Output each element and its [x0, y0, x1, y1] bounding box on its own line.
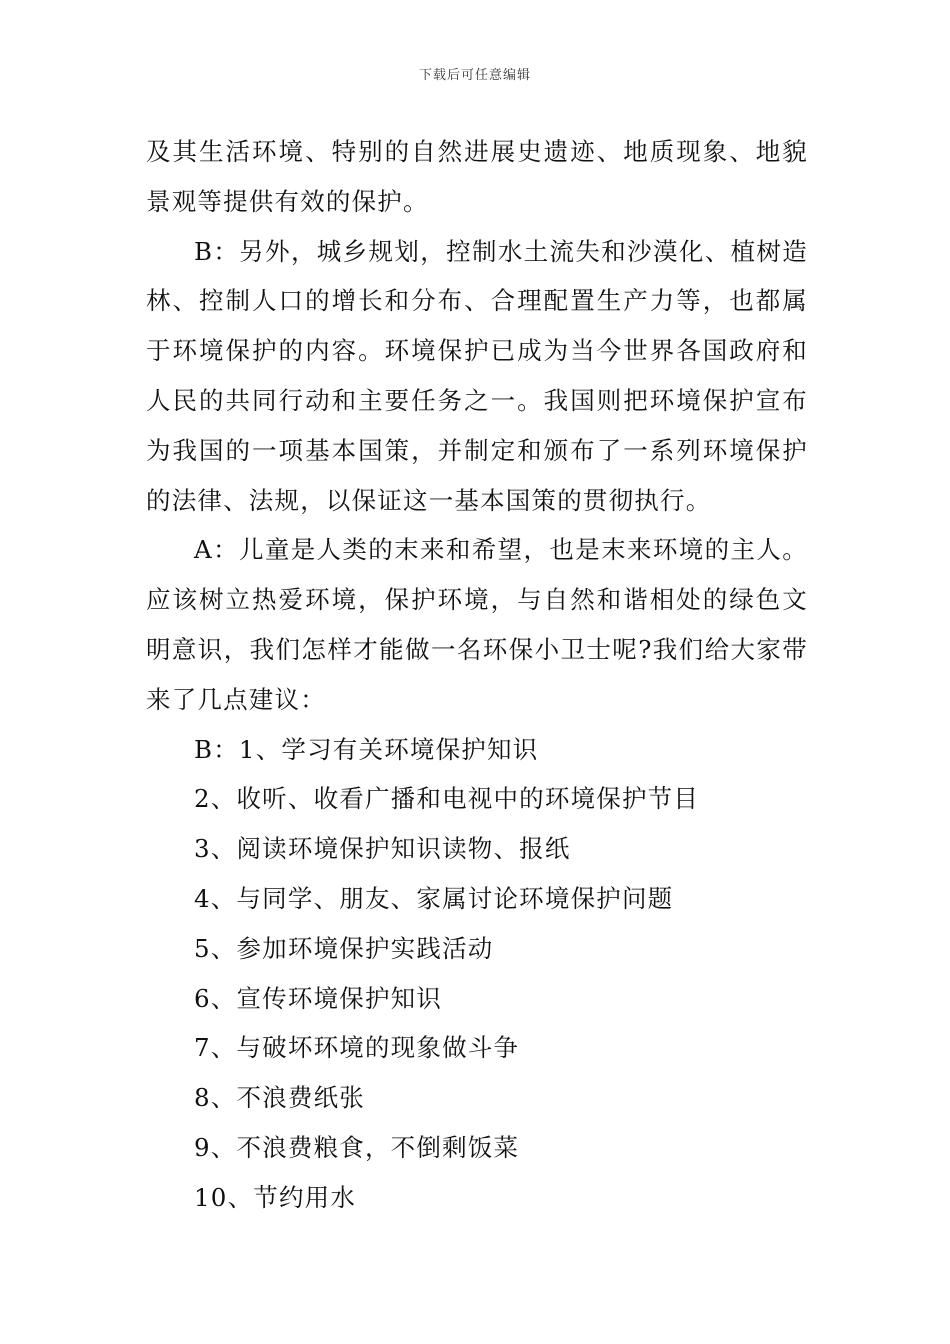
- list-item: 6、宣传环境保护知识: [194, 983, 443, 1013]
- list-item: 9、不浪费粮食，不倒剩饭菜: [194, 1132, 520, 1162]
- list-item: 4、与同学、朋友、家属讨论环境保护问题: [194, 883, 674, 913]
- paragraph-a-children: A：儿童是人类的末来和希望，也是末来环境的主人。应该树立热爱环境，保护环境，与自然和谐相处的绿色文明意识，我们怎样才能做一名环保小卫士呢?我们给大家带来了几点建议：: [146, 535, 808, 714]
- list-item: B：1、学习有关环境保护知识: [194, 734, 539, 764]
- page-header: 下载后可任意编辑: [418, 68, 531, 83]
- paragraph-b-policy: B：另外，城乡规划，控制水土流失和沙漠化、植树造林、控制人口的增长和分布、合理配置生产力等，也都属于环境保护的内容。环境保护已成为当今世界各国政府和人民的共同行动和主要任务之一。我国则把环境保护宣布为我国的一项基本国策，并制定和颁布了一系列环境保护的法律、法规，以保证这一基本国策的贯彻执行。: [146, 236, 808, 515]
- paragraph-continuation: 及其生活环境、特别的自然进展史遗迹、地质现象、地貌景观等提供有效的保护。: [146, 137, 808, 216]
- list-item: 5、参加环境保护实践活动: [194, 933, 494, 963]
- suggestion-list: [146, 725, 808, 1223]
- document-body: [146, 127, 808, 1223]
- list-item: 3、阅读环境保护知识读物、报纸: [194, 834, 571, 864]
- list-item: 8、不浪费纸张: [194, 1083, 365, 1113]
- list-item: 7、与破坏环境的现象做斗争: [194, 1033, 520, 1063]
- list-item: 10、节约用水: [194, 1182, 357, 1212]
- list-item: 2、收听、收看广播和电视中的环境保护节目: [194, 784, 700, 814]
